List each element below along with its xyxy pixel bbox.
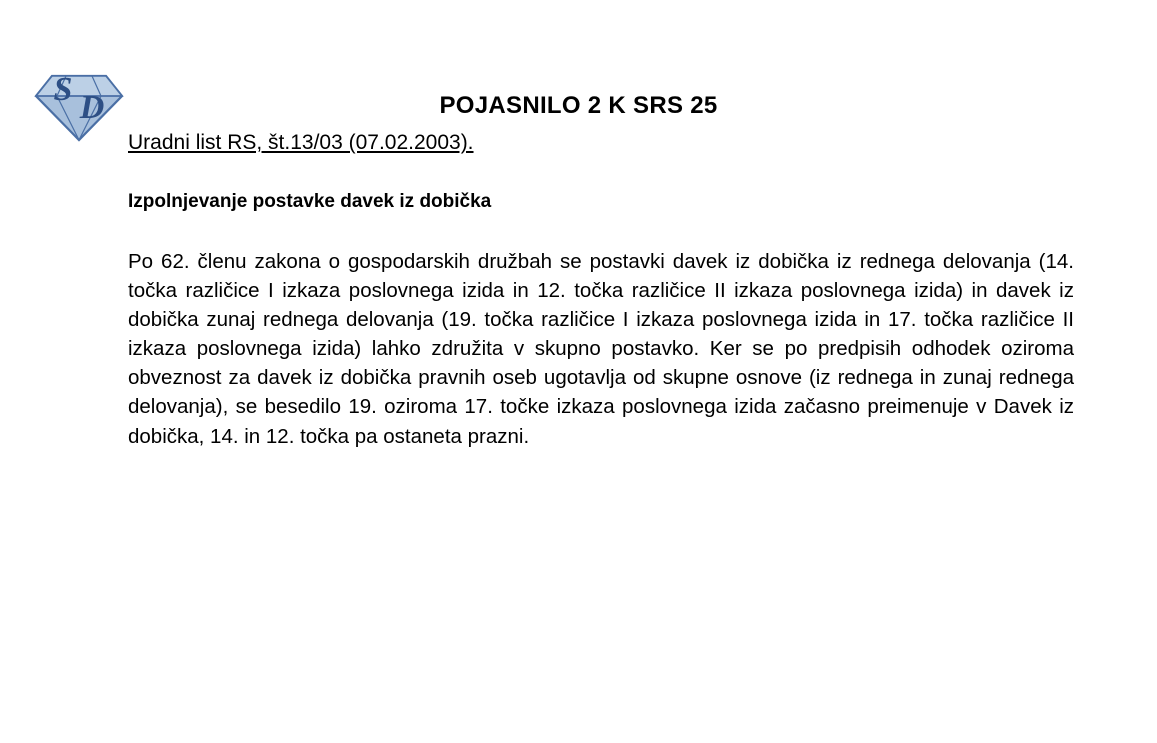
source-reference: Uradni list RS, št.13/03 (07.02.2003). <box>128 131 474 154</box>
page-title: POJASNILO 2 K SRS 25 <box>439 92 718 120</box>
svg-text:D: D <box>79 89 105 126</box>
svg-text:S: S <box>53 71 73 108</box>
section-subtitle: Izpolnjevanje postavke davek iz dobička <box>128 191 492 213</box>
document-body <box>128 130 1074 471</box>
body-paragraph: Po 62. členu zakona o gospodarskih družbah se postavki davek iz dobička iz rednega delovanja (14. točka različice I izkaza poslovnega izida in 12. točka različice II izkaza poslovnega izida) in davek iz dobička zunaj rednega delovanja (19. točka različice I izkaza poslovnega izida in 17. točka različice II izkaza poslovnega izida) lahko združita v skupno postavko. Ker se po predpisih odhodek oziroma obveznost za davek iz dobička pravnih oseb ugotavlja od skupne osnove (iz rednega in zunaj rednega delovanja), se besedilo 19. oziroma 17. točke izkaza poslovnega izida začasno preimenuje v Davek iz dobička, 14. in 12. točka pa ostaneta prazni. <box>128 249 1074 448</box>
